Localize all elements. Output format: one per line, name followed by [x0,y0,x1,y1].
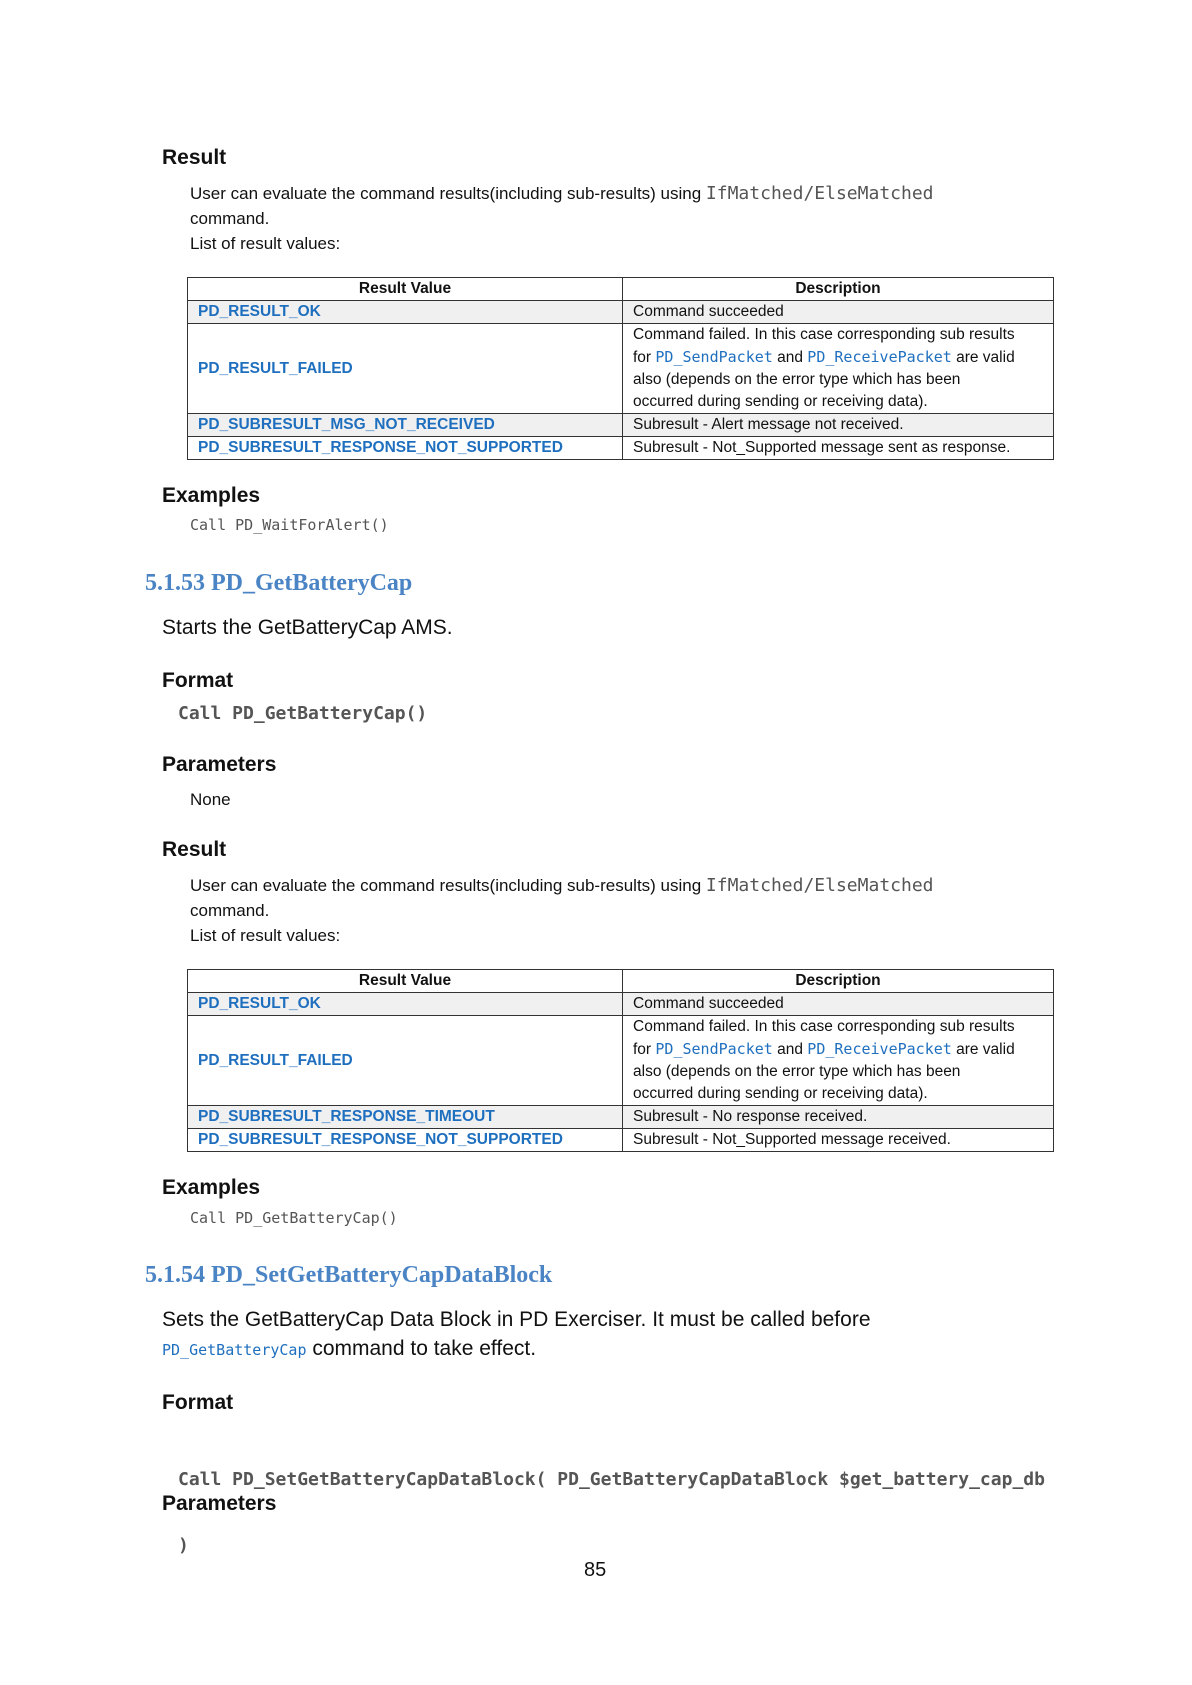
result-heading: Result [162,838,227,861]
description-cell: Command succeeded [623,301,1054,324]
parameters-heading: Parameters [162,1492,277,1515]
examples-heading: Examples [162,1176,261,1199]
section-title-5-1-53: 5.1.53 PD_GetBatteryCap [145,570,413,596]
table-row [188,414,1054,437]
result-value-cell: PD_SUBRESULT_RESPONSE_NOT_SUPPORTED [188,1129,623,1152]
description-cell: Command failed. In this case corresponding sub results for PD_SendPacket and PD_ReceivePacket are valid also (depends on the error type which has been occurred during sending or receiving data). [623,324,1054,414]
description-cell: Subresult - Not_Supported message sent as response. [623,437,1054,460]
table-row [188,993,1054,1016]
result-description-line2: command. [190,209,270,228]
sendpacket-code: PD_SendPacket [655,1040,773,1058]
example-code: Call PD_GetBatteryCap() [190,1209,398,1227]
result-value-cell: PD_RESULT_FAILED [188,1016,623,1106]
parameters-text: None [190,790,231,809]
examples-heading: Examples [162,484,261,507]
result-value-cell: PD_RESULT_FAILED [188,324,623,414]
header-description: Description [623,970,1054,993]
receivepacket-code: PD_ReceivePacket [807,1040,952,1058]
header-result-value: Result Value [188,278,623,301]
section-title-5-1-54: 5.1.54 PD_SetGetBatteryCapDataBlock [145,1262,553,1288]
result-description [190,181,1090,256]
result-heading: Result [162,146,227,169]
format-code: Call PD_GetBatteryCap() [178,703,428,724]
table-row [188,1016,1054,1106]
result-description-line2: command. [190,901,270,920]
header-description: Description [623,278,1054,301]
result-value-cell: PD_SUBRESULT_MSG_NOT_RECEIVED [188,414,623,437]
table-header-row [188,278,1054,301]
result-description-line1: User can evaluate the command results(including sub-results) using IfMatched/ElseMatched [190,183,934,204]
table-row [188,1106,1054,1129]
section-lead: Sets the GetBatteryCap Data Block in PD Exerciser. It must be called before PD_GetBatteryCap command to take effect. [162,1308,871,1360]
description-cell: Command failed. In this case corresponding sub results for PD_SendPacket and PD_ReceivePacket are valid also (depends on the error type which has been occurred during sending or receiving data). [623,1016,1054,1106]
result-description-line3: List of result values: [190,234,341,253]
description-cell: Subresult - Not_Supported message received. [623,1129,1054,1152]
description-cell: Command succeeded [623,993,1054,1016]
result-value-cell: PD_RESULT_OK [188,993,623,1016]
format-heading: Format [162,669,234,692]
format-heading: Format [162,1391,234,1414]
table-row [188,1129,1054,1152]
receivepacket-code: PD_ReceivePacket [807,348,952,366]
result-value-cell: PD_SUBRESULT_RESPONSE_TIMEOUT [188,1106,623,1129]
sendpacket-code: PD_SendPacket [655,348,773,366]
getbatterycap-link: PD_GetBatteryCap [162,1341,307,1359]
header-result-value: Result Value [188,970,623,993]
ifmatched-code: IfMatched/ElseMatched [705,875,934,896]
description-cell: Subresult - Alert message not received. [623,414,1054,437]
table-header-row [188,970,1054,993]
result-description-line3: List of result values: [190,926,341,945]
result-values-table [187,277,1054,460]
example-code: Call PD_WaitForAlert() [190,516,389,534]
parameters-heading: Parameters [162,753,277,776]
table-row [188,437,1054,460]
format-code: Call PD_SetGetBatteryCapDataBlock( PD_GetBatteryCapDataBlock $get_battery_cap_db ) [178,1469,1045,1556]
result-description [190,873,1090,948]
description-cell: Subresult - No response received. [623,1106,1054,1129]
section-lead: Starts the GetBatteryCap AMS. [162,616,453,639]
result-value-cell: PD_RESULT_OK [188,301,623,324]
result-value-cell: PD_SUBRESULT_RESPONSE_NOT_SUPPORTED [188,437,623,460]
ifmatched-code: IfMatched/ElseMatched [705,183,934,204]
result-values-table [187,969,1054,1152]
page-number: 85 [584,1559,607,1581]
table-row [188,301,1054,324]
result-description-line1: User can evaluate the command results(including sub-results) using IfMatched/ElseMatched [190,875,934,896]
table-row [188,324,1054,414]
